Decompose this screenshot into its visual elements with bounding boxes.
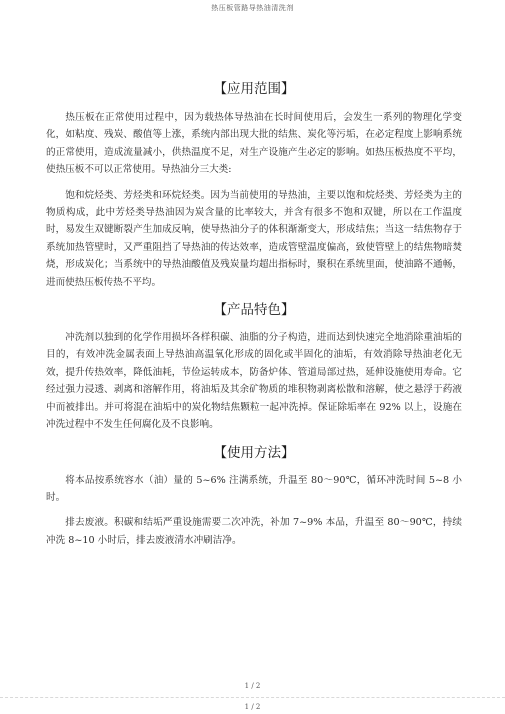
- section-heading-usage: 【使用方法】: [213, 444, 295, 461]
- document-body: [46, 80, 462, 549]
- page-number: 1 / 2: [244, 682, 261, 690]
- paragraph: 冲洗剂以独到的化学作用损坏各样积碳、油脂的分子构造，进而达到快速完全地消除重油垢的目的，有效冲洗金属表面上导热油高温氧化形成的固化或半固化的油垢，有效消除导热油老化无效，提升传热效率，降低油耗，节俭运转成本，防备炉体、管道局部过热，延伸设施使用寿命。它经过强力浸透、剥离和溶解作用，将油垢及其余矿物质的堆积物剥离松散和溶解，使之悬浮于药液中而被排出。并可将混在油垢中的炭化物结焦颗粒一起冲洗掉。保证除垢率在 92% 以上，设施在冲洗过程中不发生任何腐化及不良影响。: [46, 332, 462, 431]
- paragraph: 热压板在正常使用过程中，因为载热体导热油在长时间使用后，会发生一系列的物理化学变化，如粘度、残炭、酸值等上涨，系统内部出现大批的结焦、炭化等污垢，在必定程度上影响系统的正常使用，造成流量减小，供热温度不足，对生产设施产生必定的影响。如热压板热度不平均，使热压板不可以正常使用。导热油分三大类:: [46, 112, 462, 176]
- paragraph: 排去废液。积碳和结垢严重设施需要二次冲洗，补加 7~9% 本品，升温至 80～90℃，持续冲洗 8~10 小时后，排去废液清水冲刷洁净。: [46, 517, 462, 546]
- document-header: 热压板管路导热油清洗剂: [211, 4, 294, 12]
- page-number-bottom: 1 / 2: [244, 703, 261, 711]
- section-heading-application: 【应用范围】: [213, 81, 295, 97]
- section-heading-features: 【产品特色】: [213, 302, 295, 319]
- paragraph: 将本品按系统容水（油）量的 5~6% 注满系统，升温至 80～90℃，循环冲洗时间 5~8 小时。: [46, 474, 462, 503]
- paragraph: 饱和烷烃类、芳烃类和环烷烃类。因为当前使用的导热油，主要以饱和烷烃类、芳烃类为主的物质构成，此中芳烃类导热油因为炭含量的比率较大，并含有很多不饱和双键，所以在工作温度时，易发生双键断裂产生加成反响，使导热油分子的体积渐渐变大，形成结焦；当这一结焦物存于系统加热管壁时，又严重阻挡了导热油的传达效率，造成管壁温度偏高，致使管壁上的结焦物暗焚烧，形成炭化；当系统中的导热油酸值及残炭量均超出指标时，聚积在系统里面，使油路不通畅，进而使热压板传热不平均。: [46, 189, 462, 288]
- page-divider: [0, 697, 505, 698]
